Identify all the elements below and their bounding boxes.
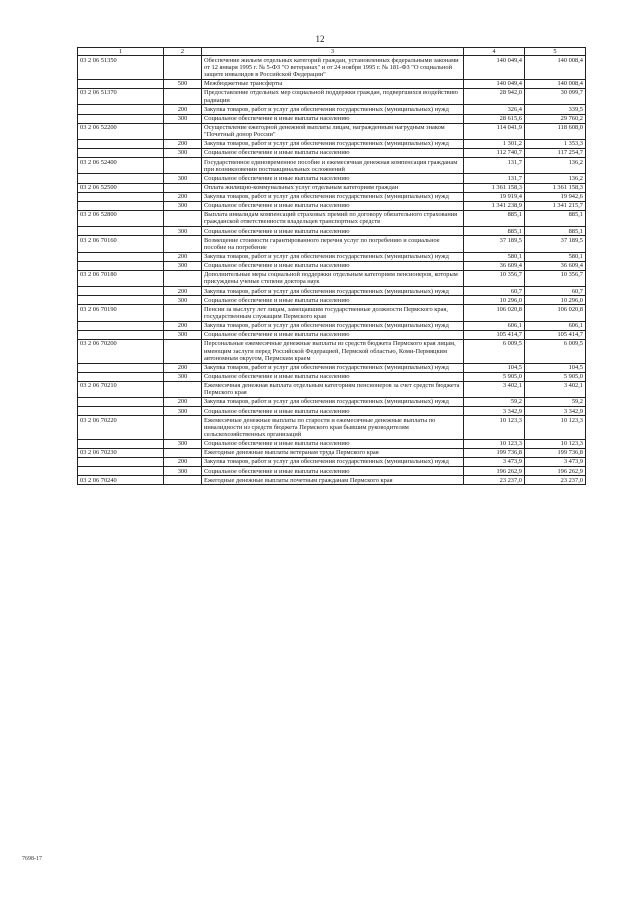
cell-amount-year-2: 196 262,9 xyxy=(525,467,586,476)
table-row xyxy=(78,56,586,80)
cell-amount-year-1: 131,7 xyxy=(464,158,525,174)
cell-description: Выплата инвалидам компенсаций страховых премий по договору обязательного страхования гражданской ответственности владельцев транспортных средств xyxy=(202,210,464,226)
cell-expense-type: 200 xyxy=(164,458,202,467)
table-row xyxy=(78,381,586,397)
cell-amount-year-2: 136,2 xyxy=(525,174,586,183)
cell-amount-year-2: 105 414,7 xyxy=(525,330,586,339)
cell-expense-type: 300 xyxy=(164,261,202,270)
cell-amount-year-1: 114 041,9 xyxy=(464,123,525,139)
cell-description: Закупка товаров, работ и услуг для обеспечения государственных (муниципальных) нужд xyxy=(202,105,464,114)
cell-amount-year-2: 140 008,4 xyxy=(525,56,586,80)
cell-amount-year-2: 10 123,3 xyxy=(525,439,586,448)
cell-target-code xyxy=(78,407,164,416)
cell-description: Социальное обеспечение и иные выплаты населению xyxy=(202,149,464,158)
cell-expense-type: 300 xyxy=(164,174,202,183)
table-row xyxy=(78,183,586,192)
cell-amount-year-1: 3 473,9 xyxy=(464,458,525,467)
cell-amount-year-2: 140 008,4 xyxy=(525,79,586,88)
table-row xyxy=(78,123,586,139)
cell-expense-type: 200 xyxy=(164,192,202,201)
table-row xyxy=(78,439,586,448)
cell-target-code: 03 2 06 52500 xyxy=(78,183,164,192)
header-col-4: 4 xyxy=(464,48,525,56)
cell-amount-year-2: 59,2 xyxy=(525,398,586,407)
cell-target-code xyxy=(78,192,164,201)
cell-amount-year-2: 23 237,0 xyxy=(525,476,586,485)
cell-amount-year-2: 3 473,9 xyxy=(525,458,586,467)
cell-description: Закупка товаров, работ и услуг для обеспечения государственных (муниципальных) нужд xyxy=(202,252,464,261)
cell-amount-year-1: 10 123,3 xyxy=(464,416,525,440)
cell-amount-year-1: 112 740,7 xyxy=(464,149,525,158)
table-row xyxy=(78,192,586,201)
cell-description: Социальное обеспечение и иные выплаты населению xyxy=(202,407,464,416)
cell-expense-type: 200 xyxy=(164,252,202,261)
cell-amount-year-2: 606,1 xyxy=(525,321,586,330)
cell-amount-year-1: 19 919,4 xyxy=(464,192,525,201)
cell-expense-type: 300 xyxy=(164,227,202,236)
cell-expense-type xyxy=(164,183,202,192)
table-row xyxy=(78,227,586,236)
cell-description: Закупка товаров, работ и услуг для обеспечения государственных (муниципальных) нужд xyxy=(202,321,464,330)
cell-amount-year-1: 104,5 xyxy=(464,363,525,372)
cell-expense-type xyxy=(164,89,202,105)
cell-target-code xyxy=(78,458,164,467)
cell-amount-year-2: 104,5 xyxy=(525,363,586,372)
cell-amount-year-1: 606,1 xyxy=(464,321,525,330)
cell-target-code xyxy=(78,439,164,448)
cell-target-code: 03 2 06 70190 xyxy=(78,305,164,321)
document-footer-code: 7698-17 xyxy=(22,856,42,862)
table-row xyxy=(78,467,586,476)
cell-expense-type xyxy=(164,210,202,226)
cell-target-code xyxy=(78,79,164,88)
cell-description: Государственное единовременное пособие и ежемесячная денежная компенсация гражданам при возникновении поствакцинальных осложнений xyxy=(202,158,464,174)
cell-amount-year-2: 36 609,4 xyxy=(525,261,586,270)
cell-amount-year-1: 140 049,4 xyxy=(464,79,525,88)
cell-description: Закупка товаров, работ и услуг для обеспечения государственных (муниципальных) нужд xyxy=(202,363,464,372)
table-row xyxy=(78,270,586,286)
cell-expense-type: 200 xyxy=(164,287,202,296)
table-row xyxy=(78,261,586,270)
cell-target-code xyxy=(78,296,164,305)
cell-amount-year-1: 28 942,0 xyxy=(464,89,525,105)
cell-description: Оплата жилищно-коммунальных услуг отдельным категориям граждан xyxy=(202,183,464,192)
cell-amount-year-1: 23 237,0 xyxy=(464,476,525,485)
cell-expense-type: 500 xyxy=(164,79,202,88)
table-row xyxy=(78,305,586,321)
cell-expense-type: 300 xyxy=(164,372,202,381)
table-row xyxy=(78,398,586,407)
cell-amount-year-1: 60,7 xyxy=(464,287,525,296)
cell-description: Социальное обеспечение и иные выплаты населению xyxy=(202,114,464,123)
cell-amount-year-1: 10 296,0 xyxy=(464,296,525,305)
cell-amount-year-2: 3 342,9 xyxy=(525,407,586,416)
cell-description: Ежегодные денежные выплаты почетным гражданам Пермского края xyxy=(202,476,464,485)
cell-target-code xyxy=(78,149,164,158)
cell-description: Закупка товаров, работ и услуг для обеспечения государственных (муниципальных) нужд xyxy=(202,398,464,407)
cell-target-code xyxy=(78,139,164,148)
cell-expense-type: 200 xyxy=(164,398,202,407)
cell-description: Социальное обеспечение и иные выплаты населению xyxy=(202,296,464,305)
table-row xyxy=(78,407,586,416)
cell-amount-year-2: 29 760,2 xyxy=(525,114,586,123)
cell-expense-type: 300 xyxy=(164,467,202,476)
cell-amount-year-2: 60,7 xyxy=(525,287,586,296)
cell-expense-type: 200 xyxy=(164,139,202,148)
table-row xyxy=(78,139,586,148)
cell-target-code xyxy=(78,287,164,296)
table-row xyxy=(78,149,586,158)
cell-expense-type: 300 xyxy=(164,330,202,339)
cell-expense-type xyxy=(164,416,202,440)
cell-amount-year-2: 1 341 215,7 xyxy=(525,201,586,210)
table-header xyxy=(78,48,586,56)
cell-amount-year-2: 117 254,7 xyxy=(525,149,586,158)
cell-target-code xyxy=(78,398,164,407)
cell-expense-type: 300 xyxy=(164,296,202,305)
cell-description: Возмещение стоимости гарантированного перечня услуг по погребению и социальное пособие на погребение xyxy=(202,236,464,252)
cell-amount-year-2: 6 009,5 xyxy=(525,339,586,363)
cell-expense-type: 200 xyxy=(164,363,202,372)
cell-target-code xyxy=(78,321,164,330)
cell-expense-type xyxy=(164,270,202,286)
cell-amount-year-1: 10 123,3 xyxy=(464,439,525,448)
page-number: 12 xyxy=(315,34,325,44)
table-row xyxy=(78,448,586,457)
cell-amount-year-1: 3 342,9 xyxy=(464,407,525,416)
cell-amount-year-2: 10 296,0 xyxy=(525,296,586,305)
cell-amount-year-2: 10 356,7 xyxy=(525,270,586,286)
table-row xyxy=(78,363,586,372)
cell-target-code: 03 2 06 70160 xyxy=(78,236,164,252)
cell-description: Ежемесячная денежная выплата отдельным категориям пенсионеров за счет средств бюджета Пермского края xyxy=(202,381,464,397)
cell-amount-year-1: 28 615,6 xyxy=(464,114,525,123)
cell-expense-type xyxy=(164,448,202,457)
cell-amount-year-1: 196 262,9 xyxy=(464,467,525,476)
table-row xyxy=(78,321,586,330)
cell-expense-type xyxy=(164,56,202,80)
cell-expense-type xyxy=(164,123,202,139)
cell-description: Закупка товаров, работ и услуг для обеспечения государственных (муниципальных) нужд xyxy=(202,139,464,148)
cell-description: Ежемесячные денежные выплаты по старости и ежемесячные денежные выплаты по инвалидности из средств бюджета Пермского края бывшим руководителям сельскохозяйственных организаций xyxy=(202,416,464,440)
cell-description: Дополнительные меры социальной поддержки отдельным категориям пенсионеров, которым присуждены ученые степени доктора наук xyxy=(202,270,464,286)
cell-target-code xyxy=(78,105,164,114)
cell-amount-year-1: 37 189,5 xyxy=(464,236,525,252)
cell-description: Предоставление отдельных мер социальной поддержки граждан, подвергшихся воздействию радиации xyxy=(202,89,464,105)
cell-amount-year-1: 36 609,4 xyxy=(464,261,525,270)
table-row xyxy=(78,201,586,210)
cell-description: Социальное обеспечение и иные выплаты населению xyxy=(202,227,464,236)
cell-amount-year-1: 1 341 238,9 xyxy=(464,201,525,210)
cell-amount-year-1: 3 402,1 xyxy=(464,381,525,397)
header-col-5: 5 xyxy=(525,48,586,56)
cell-target-code xyxy=(78,174,164,183)
cell-expense-type: 300 xyxy=(164,439,202,448)
cell-amount-year-2: 3 402,1 xyxy=(525,381,586,397)
cell-target-code xyxy=(78,227,164,236)
cell-expense-type xyxy=(164,339,202,363)
cell-description: Межбюджетные трансферты xyxy=(202,79,464,88)
cell-description: Закупка товаров, работ и услуг для обеспечения государственных (муниципальных) нужд xyxy=(202,458,464,467)
cell-expense-type xyxy=(164,305,202,321)
cell-amount-year-1: 580,1 xyxy=(464,252,525,261)
cell-expense-type: 300 xyxy=(164,149,202,158)
cell-target-code xyxy=(78,114,164,123)
cell-target-code: 03 2 06 70180 xyxy=(78,270,164,286)
cell-amount-year-2: 37 189,5 xyxy=(525,236,586,252)
cell-target-code xyxy=(78,372,164,381)
cell-target-code: 03 2 06 70200 xyxy=(78,339,164,363)
cell-expense-type: 200 xyxy=(164,321,202,330)
cell-amount-year-1: 131,7 xyxy=(464,174,525,183)
table-row xyxy=(78,89,586,105)
budget-table xyxy=(77,47,586,485)
cell-amount-year-2: 106 020,8 xyxy=(525,305,586,321)
cell-amount-year-2: 580,1 xyxy=(525,252,586,261)
cell-expense-type xyxy=(164,236,202,252)
cell-description: Социальное обеспечение и иные выплаты населению xyxy=(202,330,464,339)
cell-amount-year-1: 885,1 xyxy=(464,210,525,226)
table-body xyxy=(78,56,586,485)
cell-amount-year-1: 326,4 xyxy=(464,105,525,114)
cell-amount-year-1: 10 356,7 xyxy=(464,270,525,286)
cell-expense-type: 300 xyxy=(164,407,202,416)
cell-amount-year-1: 1 301,2 xyxy=(464,139,525,148)
cell-description: Закупка товаров, работ и услуг для обеспечения государственных (муниципальных) нужд xyxy=(202,287,464,296)
table-row xyxy=(78,210,586,226)
cell-expense-type xyxy=(164,381,202,397)
cell-description: Пенсии за выслугу лет лицам, замещавшим государственные должности Пермского края, государственным служащим Пермского края xyxy=(202,305,464,321)
cell-amount-year-2: 30 099,7 xyxy=(525,89,586,105)
cell-description: Социальное обеспечение и иные выплаты населению xyxy=(202,261,464,270)
cell-amount-year-1: 885,1 xyxy=(464,227,525,236)
cell-amount-year-1: 6 009,5 xyxy=(464,339,525,363)
cell-amount-year-1: 59,2 xyxy=(464,398,525,407)
cell-amount-year-1: 5 905,0 xyxy=(464,372,525,381)
cell-amount-year-2: 19 942,6 xyxy=(525,192,586,201)
cell-expense-type xyxy=(164,158,202,174)
cell-expense-type xyxy=(164,476,202,485)
table-row xyxy=(78,114,586,123)
cell-target-code xyxy=(78,201,164,210)
cell-amount-year-1: 105 414,7 xyxy=(464,330,525,339)
cell-target-code: 03 2 06 52200 xyxy=(78,123,164,139)
cell-target-code: 03 2 06 70210 xyxy=(78,381,164,397)
cell-description: Социальное обеспечение и иные выплаты населению xyxy=(202,201,464,210)
table-row xyxy=(78,416,586,440)
cell-description: Персональные ежемесячные денежные выплаты из средств бюджета Пермского края лицам, имеющим заслуги перед Российской Федерацией, Пермской областью, Коми-Пермяцким автономным округом, Пермским краем xyxy=(202,339,464,363)
table-row xyxy=(78,296,586,305)
table-row xyxy=(78,330,586,339)
cell-amount-year-1: 106 020,8 xyxy=(464,305,525,321)
cell-amount-year-2: 199 736,8 xyxy=(525,448,586,457)
cell-target-code: 03 2 06 51370 xyxy=(78,89,164,105)
table-row xyxy=(78,287,586,296)
cell-description: Социальное обеспечение и иные выплаты населению xyxy=(202,439,464,448)
cell-amount-year-2: 1 353,3 xyxy=(525,139,586,148)
cell-description: Социальное обеспечение и иные выплаты населению xyxy=(202,372,464,381)
cell-target-code: 03 2 06 51350 xyxy=(78,56,164,80)
header-col-2: 2 xyxy=(164,48,202,56)
cell-target-code xyxy=(78,330,164,339)
cell-target-code: 03 2 06 70240 xyxy=(78,476,164,485)
cell-target-code xyxy=(78,363,164,372)
cell-amount-year-2: 339,5 xyxy=(525,105,586,114)
cell-target-code xyxy=(78,467,164,476)
cell-target-code: 03 2 06 70220 xyxy=(78,416,164,440)
cell-target-code xyxy=(78,261,164,270)
header-row xyxy=(78,48,586,56)
table-row xyxy=(78,372,586,381)
cell-description: Социальное обеспечение и иные выплаты населению xyxy=(202,467,464,476)
table-row xyxy=(78,476,586,485)
cell-target-code: 03 2 06 70230 xyxy=(78,448,164,457)
cell-expense-type: 300 xyxy=(164,114,202,123)
cell-description: Осуществление ежегодной денежной выплаты лицам, награжденным нагрудным знаком "Почетный донор России" xyxy=(202,123,464,139)
header-col-3: 3 xyxy=(202,48,464,56)
cell-amount-year-2: 5 905,0 xyxy=(525,372,586,381)
cell-amount-year-1: 199 736,8 xyxy=(464,448,525,457)
cell-target-code: 03 2 06 52400 xyxy=(78,158,164,174)
table-row xyxy=(78,174,586,183)
table-row xyxy=(78,236,586,252)
table-row xyxy=(78,105,586,114)
cell-amount-year-1: 140 049,4 xyxy=(464,56,525,80)
cell-amount-year-2: 118 608,0 xyxy=(525,123,586,139)
cell-description: Социальное обеспечение и иные выплаты населению xyxy=(202,174,464,183)
table-row xyxy=(78,339,586,363)
table-row xyxy=(78,252,586,261)
cell-amount-year-2: 136,2 xyxy=(525,158,586,174)
cell-expense-type: 200 xyxy=(164,105,202,114)
cell-amount-year-1: 1 361 158,3 xyxy=(464,183,525,192)
table-row xyxy=(78,158,586,174)
cell-amount-year-2: 1 361 158,3 xyxy=(525,183,586,192)
cell-description: Ежегодные денежные выплаты ветеранам труда Пермского края xyxy=(202,448,464,457)
cell-target-code: 03 2 06 52800 xyxy=(78,210,164,226)
cell-amount-year-2: 10 123,3 xyxy=(525,416,586,440)
table-row xyxy=(78,79,586,88)
cell-expense-type: 300 xyxy=(164,201,202,210)
table-row xyxy=(78,458,586,467)
cell-amount-year-2: 885,1 xyxy=(525,227,586,236)
cell-description: Закупка товаров, работ и услуг для обеспечения государственных (муниципальных) нужд xyxy=(202,192,464,201)
header-col-1: 1 xyxy=(78,48,164,56)
cell-amount-year-2: 885,1 xyxy=(525,210,586,226)
cell-target-code xyxy=(78,252,164,261)
cell-description: Обеспечение жильем отдельных категорий граждан, установленных федеральными законами от 12 января 1995 г. № 5-ФЗ "О ветеранах" и от 24 ноября 1995 г. № 181-ФЗ "О социальной защите инвалидов в Российской Федерации" xyxy=(202,56,464,80)
